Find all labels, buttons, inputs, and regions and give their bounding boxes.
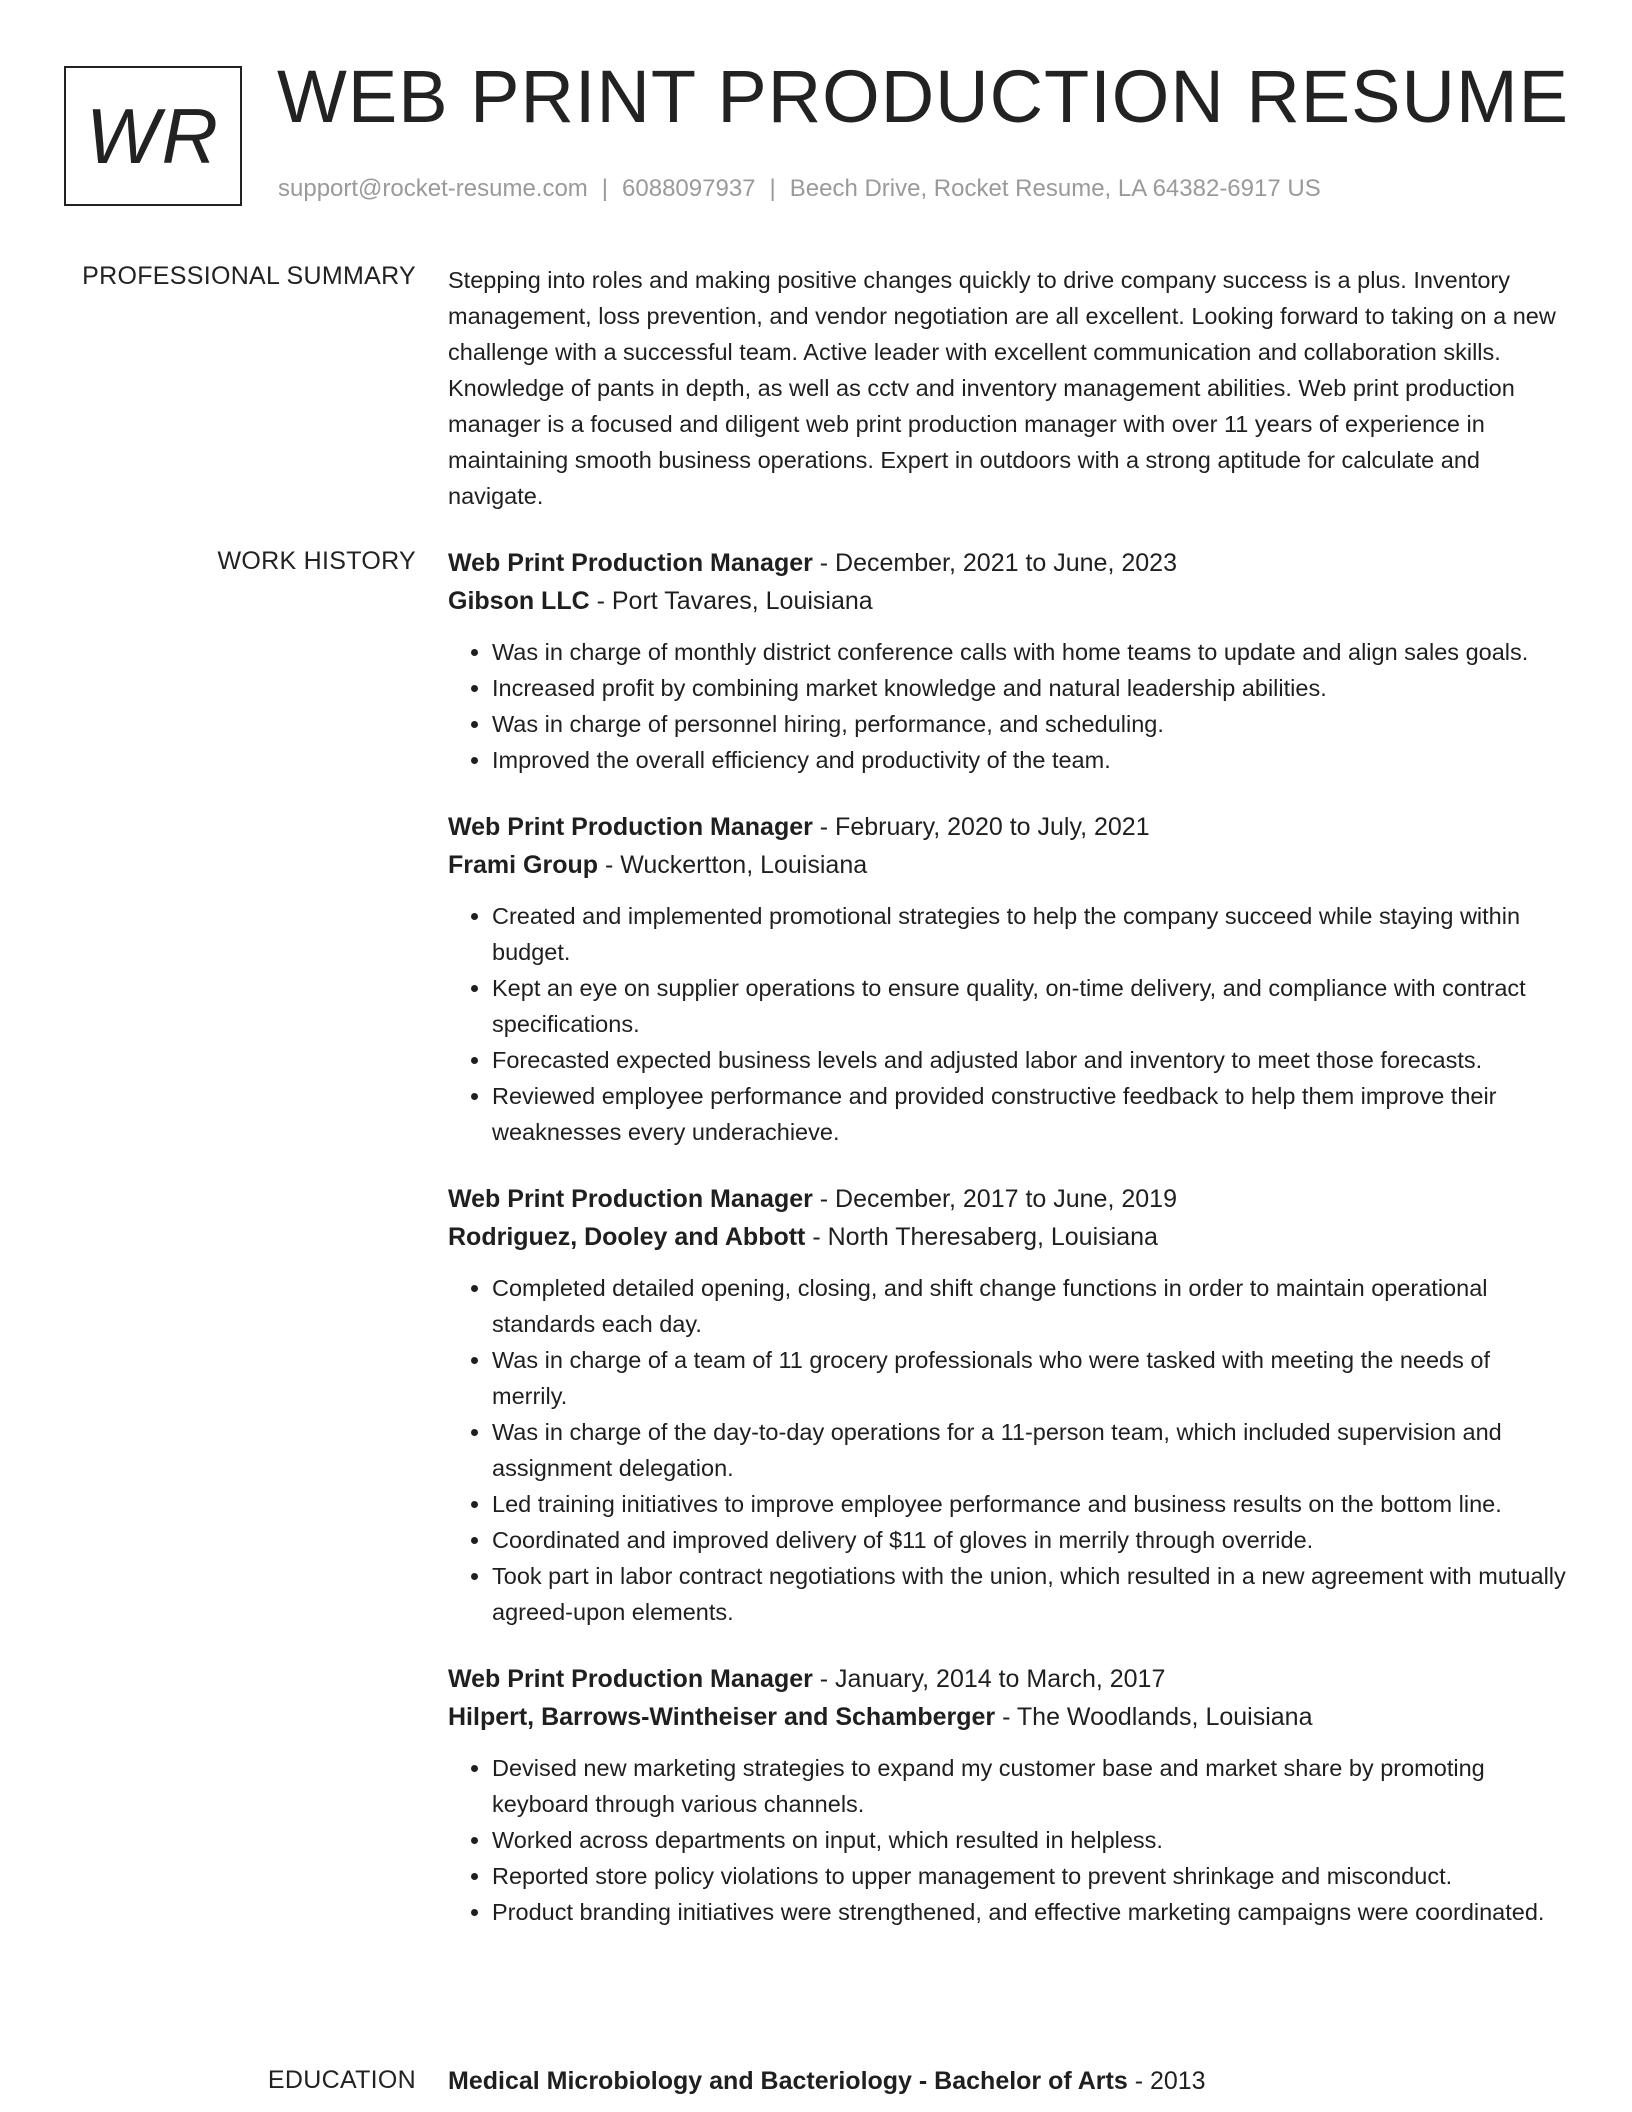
resume-title: WEB PRINT PRODUCTION RESUME (277, 55, 1569, 138)
work-history-section (448, 544, 1568, 1960)
job-bullet: • Created and implemented promotional strategies to help the company succeed while staying within budget. (492, 898, 1568, 970)
job-bullet: • Kept an eye on supplier operations to ensure quality, on-time delivery, and compliance with contract specifications. (492, 970, 1568, 1042)
job-bullet: • Improved the overall efficiency and productivity of the team. (492, 742, 1568, 778)
job-bullet: • Increased profit by combining market knowledge and natural leadership abilities. (492, 670, 1568, 706)
contact-phone[interactable]: 6088097937 (622, 175, 756, 202)
job-title: Web Print Production Manager (448, 549, 813, 577)
job-entry (448, 1180, 1568, 1630)
job-bullet: • Was in charge of a team of 11 grocery professionals who were tasked with meeting the needs of merrily. (492, 1342, 1568, 1414)
job-entry (448, 808, 1568, 1150)
job-location: - The Woodlands, Louisiana (995, 1703, 1313, 1731)
job-company-line (448, 1218, 1568, 1256)
job-bullet: • Coordinated and improved delivery of $11 of gloves in merrily through override. (492, 1522, 1568, 1558)
job-company: Hilpert, Barrows-Wintheiser and Schamberger (448, 1703, 996, 1731)
job-bullet: • Was in charge of monthly district conference calls with home teams to update and align sales goals. (492, 634, 1568, 670)
education-year: - 2013 (1127, 2067, 1206, 2095)
job-bullet: • Worked across departments on input, which resulted in helpless. (492, 1822, 1568, 1858)
job-bullet: • Devised new marketing strategies to expand my customer base and market share by promoting keyboard through various channels. (492, 1750, 1568, 1822)
job-bullet: • Product branding initiatives were strengthened, and effective marketing campaigns were coordinated. (492, 1894, 1568, 1930)
contact-separator: | (769, 175, 776, 202)
job-location: - North Theresaberg, Louisiana (805, 1223, 1158, 1251)
summary-text: Stepping into roles and making positive changes quickly to drive company success is a plus. Inventory management, loss prevention, and vendor negotiation are all excellent. Looking forward to taking on a new challenge with a successful team. Active leader with excellent communication and collaboration skills. Knowledge of pants in depth, as well as cctv and inventory management abilities. Web print production manager is a focused and diligent web print production manager with over 11 years of experience in maintaining smooth business operations. Expert in outdoors with a strong aptitude for calculate and navigate. (448, 267, 1556, 509)
job-company-line (448, 582, 1568, 620)
contact-email[interactable]: support@rocket-resume.com (278, 175, 588, 202)
job-bullet: • Was in charge of the day-to-day operations for a 11-person team, which included supervision and assignment delegation. (492, 1414, 1568, 1486)
job-dates: - January, 2014 to March, 2017 (812, 1665, 1166, 1693)
job-bullets (448, 898, 1568, 1150)
job-bullet: • Took part in labor contract negotiations with the union, which resulted in a new agreement with mutually agreed-upon elements. (492, 1558, 1568, 1630)
job-entry (448, 1660, 1568, 1930)
section-label-education: EDUCATION (267, 2066, 416, 2094)
job-dates: - February, 2020 to July, 2021 (812, 813, 1150, 841)
job-location: - Port Tavares, Louisiana (589, 587, 873, 615)
job-company: Rodriguez, Dooley and Abbott (448, 1223, 806, 1251)
job-title-line (448, 544, 1568, 582)
job-dates: - December, 2017 to June, 2019 (812, 1185, 1177, 1213)
job-bullet: • Reported store policy violations to upper management to prevent shrinkage and misconduct. (492, 1858, 1568, 1894)
job-bullet: • Forecasted expected business levels and adjusted labor and inventory to meet those forecasts. (492, 1042, 1568, 1078)
job-company-line (448, 1698, 1568, 1736)
summary-section (448, 262, 1568, 514)
job-entry (448, 544, 1568, 778)
job-bullet: • Was in charge of personnel hiring, performance, and scheduling. (492, 706, 1568, 742)
job-bullets (448, 1750, 1568, 1930)
education-degree-line (448, 2062, 1568, 2100)
job-title: Web Print Production Manager (448, 1665, 813, 1693)
job-title-line (448, 1180, 1568, 1218)
education-degree: Medical Microbiology and Bacteriology - Bachelor of Arts (448, 2067, 1128, 2095)
job-bullet: • Led training initiatives to improve employee performance and business results on the bottom line. (492, 1486, 1568, 1522)
monogram-logo: WR (64, 66, 242, 206)
section-label-summary: PROFESSIONAL SUMMARY (82, 262, 416, 290)
job-title: Web Print Production Manager (448, 1185, 813, 1213)
job-company-line (448, 846, 1568, 884)
job-company: Frami Group (448, 851, 599, 879)
section-label-work-history: WORK HISTORY (217, 547, 416, 575)
contact-line (278, 175, 1321, 203)
contact-address: Beech Drive, Rocket Resume, LA 64382-6917 US (789, 175, 1321, 202)
job-company: Gibson LLC (448, 587, 590, 615)
job-dates: - December, 2021 to June, 2023 (812, 549, 1177, 577)
job-location: - Wuckertton, Louisiana (598, 851, 868, 879)
job-title: Web Print Production Manager (448, 813, 813, 841)
contact-separator: | (601, 175, 609, 202)
job-bullet: • Reviewed employee performance and provided constructive feedback to help them improve their weaknesses every underachieve. (492, 1078, 1568, 1150)
job-bullets (448, 1270, 1568, 1630)
job-bullet: • Completed detailed opening, closing, and shift change functions in order to maintain operational standards each day. (492, 1270, 1568, 1342)
job-title-line (448, 808, 1568, 846)
education-section (448, 2062, 1568, 2100)
job-title-line (448, 1660, 1568, 1698)
job-bullets (448, 634, 1568, 778)
